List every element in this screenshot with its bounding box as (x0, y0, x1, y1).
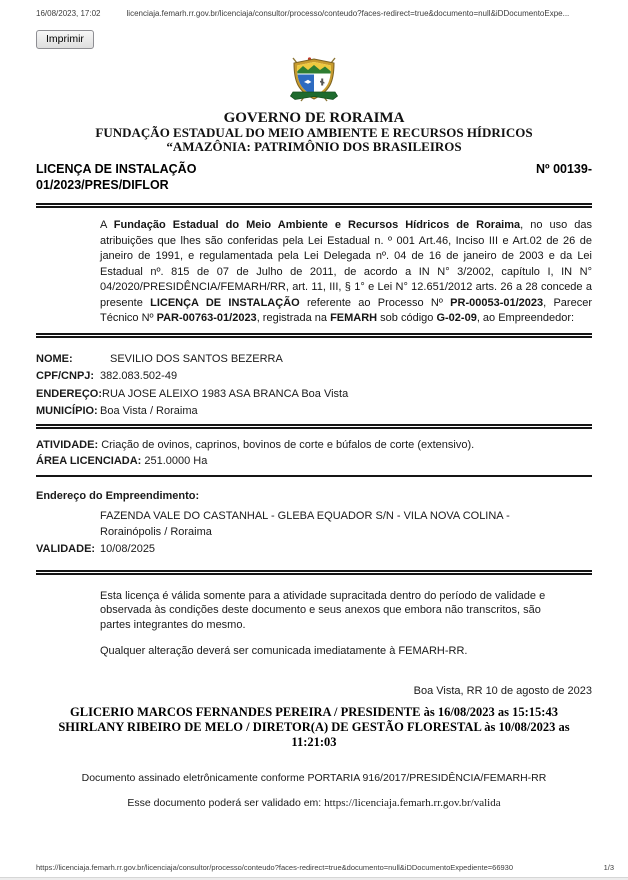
enterprise-address-heading: Endereço do Empreendimento: (36, 489, 200, 502)
footer-url: https://licenciaja.femarh.rr.gov.br/licenciaja/consultor/processo/conteudo?faces-redirect=true&documento=null&iDDocumentoExpediente=66930 (36, 863, 514, 872)
validation-note-text: Esse documento poderá ser validado em: (127, 796, 325, 809)
place-and-date: Boa Vista, RR 10 de agosto de 2023 (413, 684, 592, 697)
field-value: 10/08/2025 (100, 542, 156, 555)
enterprise-address (100, 508, 540, 540)
field-validade (36, 541, 592, 558)
field-value: Boa Vista / Roraima (100, 405, 198, 417)
divider (36, 333, 592, 338)
print-button[interactable]: Imprimir (36, 30, 94, 49)
field-endereco (36, 386, 592, 404)
header-motto: “AMAZÔNIA: PATRIMÔNIO DOS BRASILEIROS (166, 139, 462, 154)
field-nome (36, 351, 592, 369)
field-municipio (36, 403, 592, 421)
browser-print-footer (36, 863, 614, 872)
header-government: GOVERNO DE RORAIMA (223, 110, 405, 126)
license-title: LICENÇA DE INSTALAÇÃO (36, 162, 197, 176)
field-value: 382.083.502-49 (100, 370, 178, 382)
license-number-part1: Nº 00139- (536, 162, 592, 176)
field-label: NOME: (36, 352, 73, 365)
entity-fields (36, 351, 592, 421)
browser-print-header (36, 9, 598, 18)
conditions-paragraph: Esta licença é válida somente para a atividade supracitada dentro do período de validade e observada às condições deste documento e seus anexos que embora não transcritos, são partes integrantes do mesmo. (100, 589, 546, 631)
field-atividade (36, 437, 592, 454)
intro-paragraph: A Fundação Estadual do Meio Ambiente e Recursos Hídricos de Roraima, no uso das atribuições que lhes são conferidas pela Lei Estadual n. º 001 Art.46, Inciso III e Art.02 de 26 de janeiro de 1991, e regulamentada pela Lei Delegada nº. 04 de 16 de janeiro de 2003 e da Lei Estadual nº. 815 de 07 de Julho de 2011, de acordo a IN N° 3/2002, capítulo I, IN N° 04/2020/PRESIDÊNCIA/FEMARH/RR, art. 11, III, § 1° e Lei N° 12.651/2012 arts. 26 a 28 concede a presente LICENÇA DE INSTALAÇÃO referente ao Processo Nº PR-00053-01/2023, Parecer Técnico Nº PAR-00763-01/2023, registrada na FEMARH sob código G-02-09, ao Empreendedor: (100, 219, 592, 324)
field-label: ENDEREÇO: (36, 387, 103, 400)
field-label: ÁREA LICENCIADA: (36, 455, 142, 467)
divider (36, 570, 592, 575)
divider (36, 475, 592, 477)
document-title (36, 162, 592, 193)
field-cpf-cnpj (36, 368, 592, 386)
field-value: SEVILIO DOS SANTOS BEZERRA (110, 352, 283, 365)
signature-block (36, 705, 592, 750)
field-area-licenciada (36, 453, 592, 470)
field-label: VALIDADE: (36, 542, 96, 555)
field-value: Criação de ovinos, caprinos, bovinos de corte e búfalos de corte (extensivo). (98, 438, 475, 451)
page-number: 1/3 (603, 863, 614, 872)
validation-note (36, 797, 592, 809)
divider (36, 203, 592, 208)
enterprise-address-line2: Rorainópolis / Roraima (100, 525, 212, 538)
signer-director: SHIRLANY RIBEIRO DE MELO / DIRETOR(A) DE GESTÃO FLORESTAL às 10/08/2023 as 11:21:03 (58, 719, 570, 749)
enterprise-address-line1: FAZENDA VALE DO CASTANHAL - GLEBA EQUADOR S/N - VILA NOVA COLINA - (100, 509, 510, 522)
electronic-signature-note: Documento assinado eletrônicamente conforme PORTARIA 916/2017/PRESIDÊNCIA/FEMARH-RR (81, 771, 547, 784)
header-institution: FUNDAÇÃO ESTADUAL DO MEIO AMBIENTE E RECURSOS HÍDRICOS (95, 125, 533, 140)
field-label: MUNICÍPIO: (36, 405, 98, 417)
print-datetime: 16/08/2023, 17:02 (36, 9, 101, 18)
roraima-coat-of-arms-icon (281, 55, 347, 103)
signer-president: GLICERIO MARCOS FERNANDES PEREIRA / PRESIDENTE às 16/08/2023 as 15:15:43 (70, 704, 558, 719)
license-document (36, 55, 592, 809)
field-label: CPF/CNPJ: (36, 370, 95, 382)
print-source-url: licenciaja.femarh.rr.gov.br/licenciaja/consultor/processo/conteudo?faces-redirect=true&documento=null&iDDocumentoExpe... (126, 9, 570, 18)
license-number-part2: 01/2023/PRES/DIFLOR (36, 177, 169, 192)
activity-section (36, 437, 592, 470)
divider (36, 424, 592, 429)
crest-container (36, 55, 592, 108)
field-value: RUA JOSE ALEIXO 1983 ASA BRANCA Boa Vista (102, 387, 349, 400)
notice-paragraph: Qualquer alteração deverá ser comunicada imediatamente à FEMARH-RR. (100, 645, 468, 657)
field-value: 251.0000 Ha (141, 455, 208, 467)
field-label: ATIVIDADE: (36, 438, 99, 451)
validation-url: https://licenciaja.femarh.rr.gov.br/valida (324, 796, 501, 809)
